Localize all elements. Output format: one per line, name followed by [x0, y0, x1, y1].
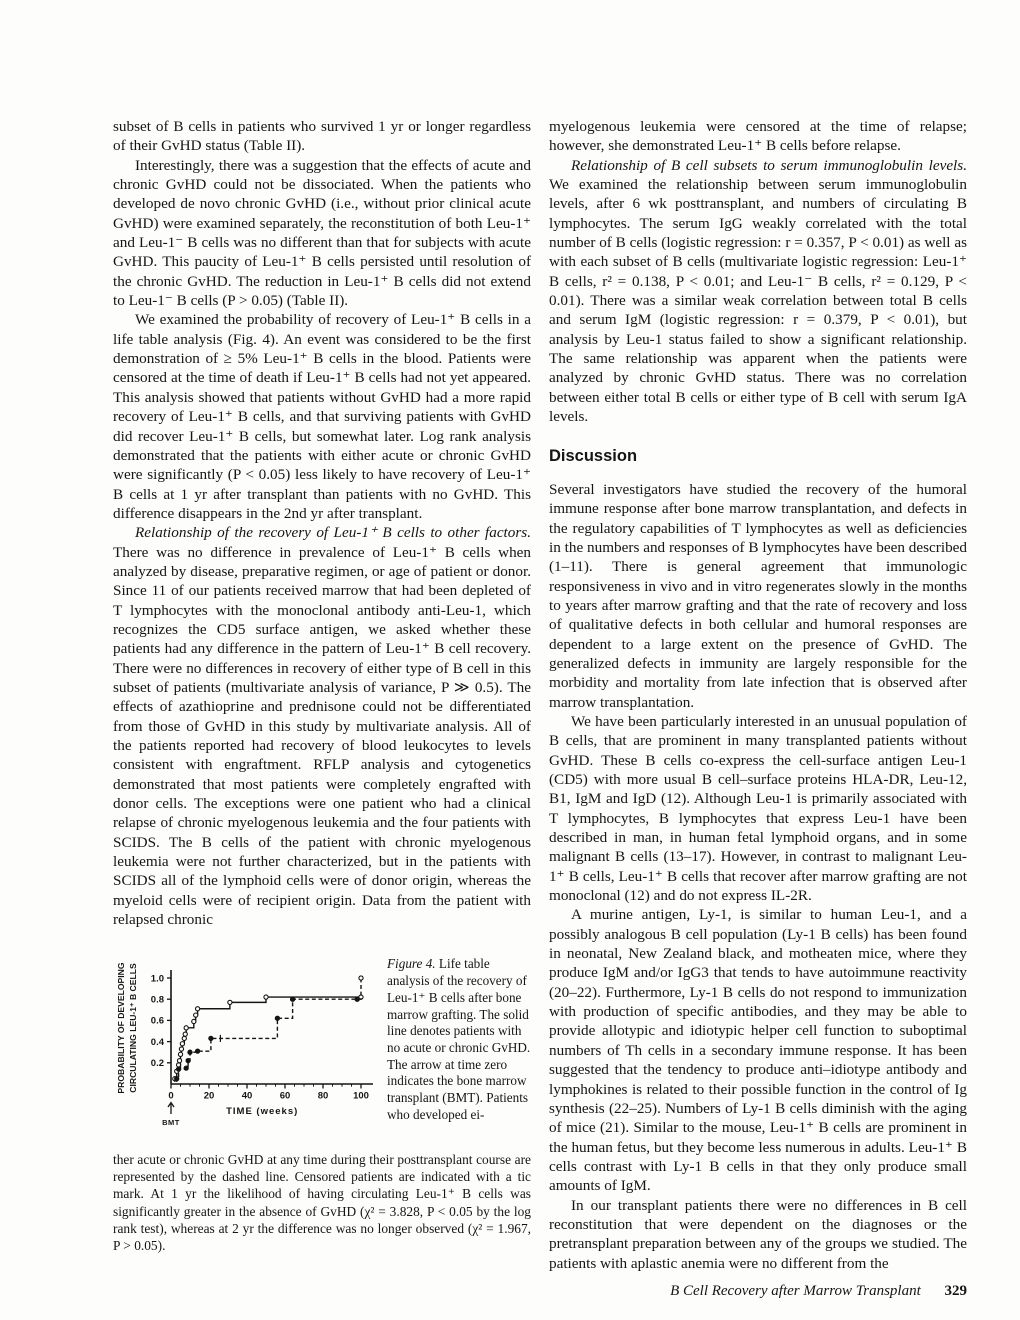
data-point: [355, 998, 359, 1002]
data-point: [209, 1037, 213, 1041]
data-point: [186, 1059, 190, 1063]
data-point: [178, 1053, 182, 1057]
paragraph: [113, 156, 531, 311]
data-point: [359, 976, 363, 980]
figure-chart-wrap: [113, 956, 385, 1147]
x-tick-label: 20: [203, 1090, 215, 1102]
data-point: [177, 1059, 181, 1063]
data-point: [291, 998, 295, 1002]
right-column-text: [549, 117, 967, 1273]
y-tick-label: 0.2: [150, 1058, 164, 1070]
data-point: [184, 1026, 188, 1030]
text-segment: A murine antigen, Ly-1, is similar to human Leu-1, and a possibly analogous B cell population (Ly-1 B cells) has been found in neonatal, New Zealand black, and motheaten mice, where they produce IgM and/or IgG3 that tends to have autoimmune reactivity (20–22). Furthermore, Ly-1 B cells do not respond to immunization with production of specific antibodies, and they may be able to provide allotypic and idiotypic helper cell function to suboptimal numbers of Th cells in a secondary immune response. It has been suggested that the tendency to produce anti–idiotype antibody and lymphokines is related to their possible function in the control of Ig synthesis (22–25). Numbers of Ly-1 B cells diminish with the aging of mice (21). Similar to the mouse, Leu-1⁺ B cells are prominent in the human fetus, but they become less numerous in adults. Leu-1⁺ B cells contrast with Ly-1 B cells in that they only produce small amounts of IgM.: [549, 906, 967, 1195]
paragraph: [549, 712, 967, 905]
data-point: [179, 1047, 183, 1051]
y-axis-title-line2: CIRCULATING LEU-1⁺ B CELLS: [128, 963, 138, 1094]
text-segment: ther acute or chronic GvHD at any time during their posttransplant course are represented by the dashed line. Censored patients are indicated with a tic mark. At 1 yr the likelihood of having circulating Leu-1⁺ B cells was significantly greater in the absence of GvHD (χ² = 3.828, P < 0.05 by the log rank test), whereas at 2 yr the difference was no longer observed (χ² = 1.967, P > 0.05).: [113, 1151, 531, 1254]
figure-side-caption: [387, 956, 531, 1123]
text-segment: We examined the probability of recovery of Leu-1⁺ B cells in a life table analysis (Fig. 4). An event was considered to be the first demonstration of ≥ 5% Leu-1⁺ B cells in the blood. Patients were censored at the time of death if Leu-1⁺ B cells had not yet appeared. This analysis showed that patients without GvHD had a more rapid recovery of Leu-1⁺ B cells, and that surviving patients with GvHD did recover Leu-1⁺ B cells, but somewhat later. Log rank analysis demonstrated that the patients with either acute or chronic GvHD were significantly (P < 0.05) less likely to have recovery of Leu-1⁺ B cells at 1 yr after transplant than patients with no GvHD. This difference disappears in the 2nd yr after transplant.: [113, 311, 531, 522]
text-segment: In our transplant patients there were no differences in B cell reconstitution that were dependent on the diagnoses or the pretransplant preparation between any of the groups we studied. The patients with aplastic anemia were no different from the: [549, 1196, 967, 1272]
text-segment: Life table analysis of the recovery of Leu-1⁺ B cells after bone marrow grafting. The solid line denotes patients with no acute or chronic GvHD. The arrow at time zero indicates the bone marrow transplant (BMT). Patients who developed ei-: [387, 956, 531, 1122]
x-tick-label: 40: [241, 1090, 253, 1102]
data-point: [196, 1049, 200, 1053]
data-point: [188, 1051, 192, 1055]
text-segment: We have been particularly interested in an unusual population of B cells, that are prominent in many transplanted patients without GvHD. These B cells co-express the cell-surface antigen Leu-1 (CD5) with more usual B cell–surface proteins HLA-DR, Leu-12, B1, IgM and IgD (12). Although Leu-1 is primarily associated with T lymphocytes, B lymphocytes that express Leu-1 have been described in man, in human fetal lymphoid organs, and in some malignant B cells (13–17). However, in contrast to malignant Leu-1⁺ B cells, Leu-1⁺ B cells that recover after marrow grafting are not monoclonal (12) and do not express IL-2R.: [549, 712, 967, 905]
life-table-chart: [113, 956, 385, 1142]
text-segment: subset of B cells in patients who survived 1 yr or longer regardless of their GvHD status (Table II).: [113, 118, 531, 155]
paragraph: [113, 117, 531, 156]
data-point: [184, 1066, 188, 1070]
text-segment: We examined the relationship between serum immunoglobulin levels, after 6 wk posttransplant, and numbers of circulating B lymphocytes. The serum IgG weakly correlated with the total number of B cells (logistic regression: r = 0.357, P < 0.01) as well as with each subset of B cells (multivariate logistic regression: Leu-1⁺ B cells, r² = 0.138, P < 0.01; and Leu-1⁻ B cells, r² = 0.129, P < 0.01). There was a similar weak correlation between total B cells and serum IgM (logistic regression: r = 0.379, P < 0.01), but analysis by Leu-1 status failed to show a significant relationship. The same relationship was apparent when the patients were analyzed by chronic GvHD status. There was no correlation between either total B cells or either type of B cell with serum IgA levels.: [549, 176, 967, 426]
y-tick-label: 0.6: [150, 1016, 164, 1028]
page-footer: [549, 1283, 967, 1300]
paragraph: [113, 310, 531, 523]
text-segment: Several investigators have studied the recovery of the humoral immune response after bone marrow transplantation, and defects in the regulatory capabilities of T lymphocytes as well as deficiencies in the numbers and responses of B lymphocytes have been described (1–11). There is general agreement that immunologic responsiveness in vivo and in vitro regenerates slowly in the months to years after marrow grafting and that the rate of recovery and loss of qualitative defects in both cellular and humoral responses are dependent to a large extent on the presence of GvHD. The generalized defects in immunity are largely responsible for the morbidity and mortality from late infection that is observed after marrow transplantation.: [549, 480, 967, 711]
series-dashed: [177, 978, 361, 1082]
y-axis-title-line1: PROBABILITY OF DEVELOPING: [116, 962, 126, 1095]
data-point: [228, 1001, 232, 1005]
data-point: [196, 1007, 200, 1011]
paragraph: [549, 117, 967, 156]
discussion-heading: Discussion: [549, 446, 638, 465]
data-point: [180, 1042, 184, 1046]
series-solid: [175, 998, 361, 1083]
figure-caption: [113, 1151, 531, 1255]
text-segment: There was no difference in prevalence of Leu-1⁺ B cells when analyzed by disease, preparative regimen, or age of patient or donor. Since 11 of our patients received marrow that had been depleted of T lymphocytes with the monoclonal antibody anti-Leu-1, which recognizes the CD5 surface antigen, we asked whether these patients had any difference in the pattern of Leu-1⁺ B cell recovery. There were no differences in recovery of either type of B cell in this subset of patients (multivariate analysis of variance, P ≫ 0.5). The effects of azathioprine and prednisone could not be differentiated from those of GvHD in this study by multivariate analysis. All of the patients reported had recovery of blood leukocytes to levels consistent with engraftment. RFLP analysis and cytogenetics demonstrated that most patients were completely engrafted with donor cells. The exceptions were one patient who had a clinical relapse of chronic myelogenous leukemia and the four patients with SCIDS. The B cells of the patient with chronic myelogenous leukemia were not further characterized, but in the patients with SCIDS all of the lymphoid cells were of donor origin, whereas the myeloid cells were of recipient origin. Data from the patient with relapsed chronic: [113, 543, 531, 929]
paragraph: [549, 905, 967, 1195]
data-point: [275, 1017, 279, 1021]
paragraph: [549, 1196, 967, 1273]
left-column: [113, 117, 531, 1255]
data-point: [264, 995, 268, 999]
y-tick-label: 0.4: [150, 1037, 164, 1049]
data-point: [192, 1020, 196, 1024]
x-tick-label: 100: [353, 1090, 369, 1102]
page-number: 329: [944, 1283, 967, 1299]
data-point: [194, 1013, 198, 1017]
left-column-text: [113, 117, 531, 929]
paragraph: [113, 523, 531, 929]
paragraph: [549, 480, 967, 712]
text-segment: Figure 4.: [387, 956, 436, 972]
x-tick-label: 80: [317, 1090, 329, 1102]
text-segment: myelogenous leukemia were censored at the time of relapse; however, she demonstrated Leu-1⁺ B cells before relapse.: [549, 118, 967, 155]
x-tick-label: 60: [279, 1090, 291, 1102]
data-point: [183, 1033, 187, 1037]
text-segment: Interestingly, there was a suggestion that the effects of acute and chronic GvHD could not be dissociated. When the patients who developed de novo chronic GvHD (i.e., without prior clinical acute GvHD) were examined separately, the reconstitution of both Leu-1⁺ and Leu-1⁻ B cells was no different than that for subjects with acute GvHD. This paucity of Leu-1⁺ B cells persisted until resolution of the chronic GvHD. The reduction in Leu-1⁺ B cells did not extend to Leu-1⁻ B cells (P > 0.05) (Table II).: [113, 156, 531, 310]
text-segment: Relationship of B cell subsets to serum immunoglobulin levels.: [571, 156, 967, 174]
data-point: [175, 1077, 179, 1081]
right-column: [549, 117, 967, 1273]
paragraph: [549, 156, 967, 427]
data-point: [182, 1037, 186, 1041]
y-tick-label: 1.0: [150, 973, 164, 985]
x-tick-label: 0: [168, 1090, 174, 1102]
x-axis-title: TIME (weeks): [226, 1106, 299, 1118]
text-segment: Relationship of the recovery of Leu-1⁺ B cells to other factors.: [135, 524, 531, 542]
running-title: B Cell Recovery after Marrow Transplant: [670, 1283, 921, 1299]
y-tick-label: 0.8: [150, 994, 164, 1006]
bmt-label: BMT: [162, 1118, 180, 1128]
figure-4: [113, 956, 531, 1147]
